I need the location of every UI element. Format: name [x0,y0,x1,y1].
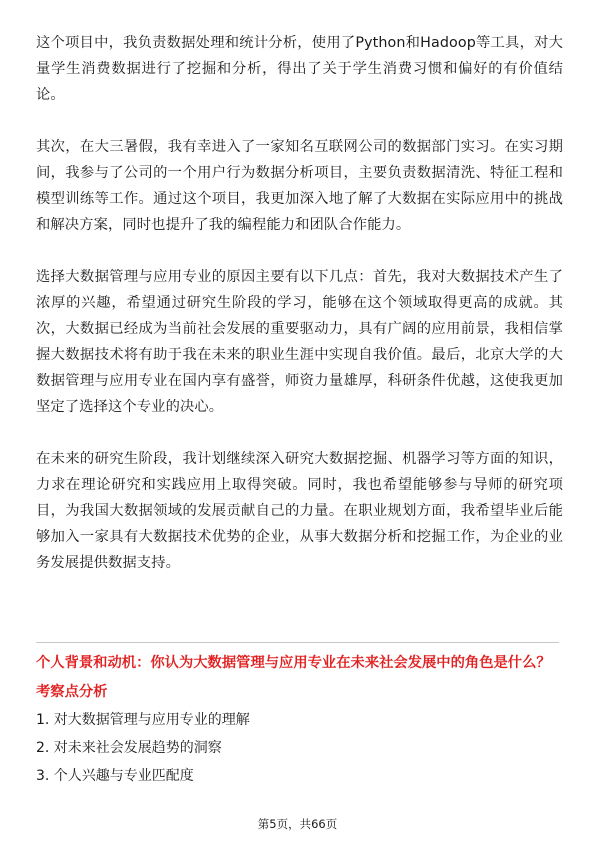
page-number: 第5页，共66页 [257,817,338,831]
paragraph-motivation: 选择大数据管理与应用专业的原因主要有以下几点：首先，我对大数据技术产生了浓厚的兴趣，希望通过研究生阶段的学习，能够在这个领域取得更高的成就。其次，大数据已经成为当前社会发展的重要驱动力，具有广阔的应用前景，我相信掌握大数据技术将有助于我在未来的职业生涯中实现自我价值。最后，北京大学的大数据管理与应用专业在国内享有盛誉，师资力量雄厚，科研条件优越，这使我更加坚定了选择这个专业的决心。 [36,269,563,415]
paragraph-future-plan: 在未来的研究生阶段，我计划继续深入研究大数据挖掘、机器学习等方面的知识，力求在理论研究和实践应用上取得突破。同时，我也希望能够参与导师的研究项目，为我国大数据领域的发展贡献自己的力量。在职业规划方面，我希望毕业后能够加入一家具有大数据技术优势的企业，从事大数据分析和挖掘工作，为企业的业务发展提供数据支持。 [36,451,563,571]
analysis-heading: 考察点分析 [36,684,108,700]
section-divider [36,642,559,643]
list-item: 2. 对未来社会发展趋势的洞察 [36,740,222,756]
list-item: 1. 对大数据管理与应用专业的理解 [36,712,250,728]
paragraph-internship: 其次，在大三暑假，我有幸进入了一家知名互联网公司的数据部门实习。在实习期间，我参与了公司的一个用户行为数据分析项目，主要负责数据清洗、特征工程和模型训练等工作。通过这个项目，我更加深入地了解了大数据在实际应用中的挑战和解决方案，同时也提升了我的编程能力和团队合作能力。 [36,139,563,233]
interview-question: 个人背景和动机：你认为大数据管理与应用专业在未来社会发展中的角色是什么？ [36,655,551,671]
document-body [36,30,563,602]
list-item: 3. 个人兴趣与专业匹配度 [36,768,194,784]
analysis-points-list [36,706,250,790]
paragraph-project-summary: 这个项目中，我负责数据处理和统计分析，使用了Python和Hadoop等工具，对大量学生消费数据进行了挖掘和分析，得出了关于学生消费习惯和偏好的有价值结论。 [36,35,563,103]
